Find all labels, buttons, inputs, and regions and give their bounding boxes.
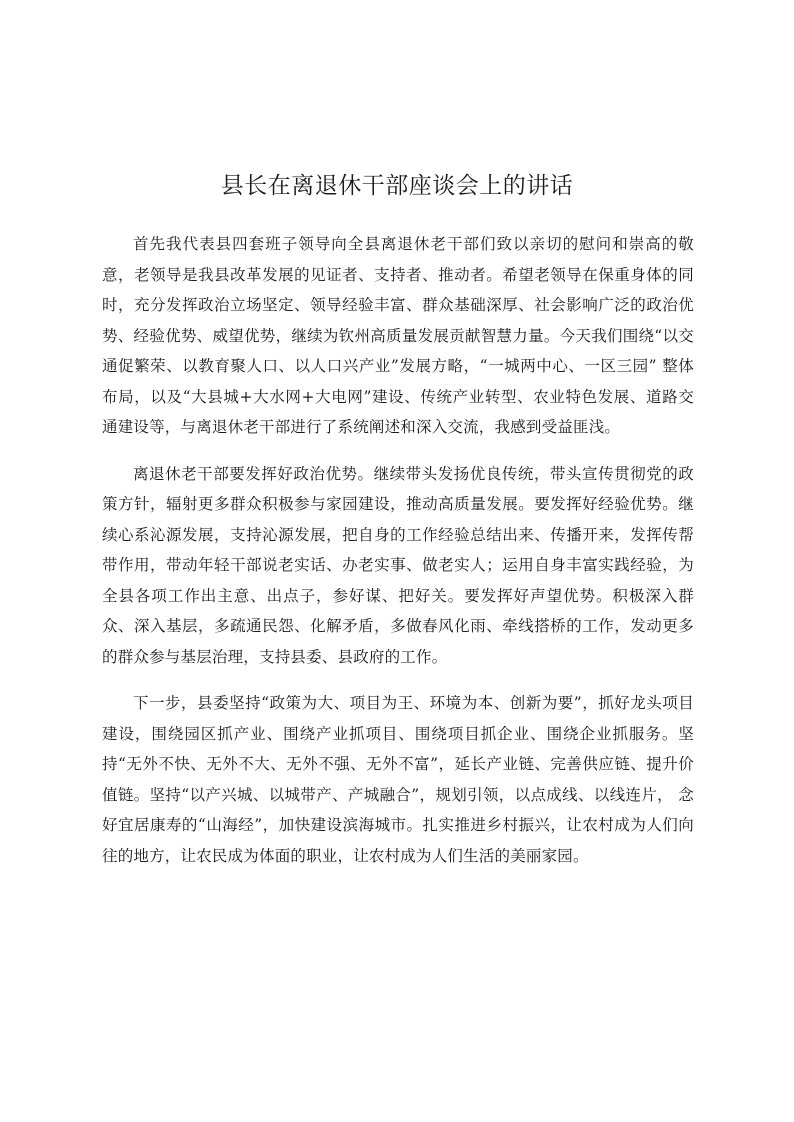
paragraph-2: 离退休老干部要发挥好政治优势。继续带头发扬优良传统，带头宣传贯彻党的政策方针，辐射更多群众积极参与家园建设，推动高质量发展。要发挥好经验优势。继续心系沁源发展，支持沁源发展，把自身的工作经验总结出来、传播开来，发挥传帮带作用，带动年轻干部说老实话、办老实事、做老实人；运用自身丰富实践经验，为全县各项工作出主意、出点子，参好谋、把好关。要发挥好声望优势。积极深入群众、深入基层，多疏通民怨、化解矛盾，多做春风化雨、牵线搭桥的工作，发动更多的群众参与基层治理，支持县委、县政府的工作。 (102, 464, 694, 666)
paragraph-3: 下一步，县委坚持“政策为大、项目为王、环境为本、创新为要”，抓好龙头项目建设，围绕园区抓产业、围绕产业抓项目、围绕项目抓企业、围绕企业抓服务。坚持“无外不快、无外不大、无外不强、无外不富”，延长产业链、完善供应链、提升价值链。坚持“以产兴城、以城带产、产城融合”，规划引领，以点成线、以线连片， 念好宜居康寿的“山海经”，加快建设滨海城市。扎实推进乡村振兴，让农村成为人们向往的地方，让农民成为体面的职业，让农村成为人们生活的美丽家园。 (102, 694, 694, 865)
document-title: 县长在离退休干部座谈会上的讲话 (220, 173, 574, 199)
document-body (102, 229, 694, 887)
paragraph-1: 首先我代表县四套班子领导向全县离退休老干部们致以亲切的慰问和崇高的敬意，老领导是我县改革发展的见证者、支持者、推动者。希望老领导在保重身体的同时，充分发挥政治立场坚定、领导经验丰富、群众基础深厚、社会影响广泛的政治优势、经验优势、威望优势，继续为钦州高质量发展贡献智慧力量。今天我们围绕“以交通促繁荣、以教育聚人口、以人口兴产业”发展方略，“一城两中心、一区三园” 整体布局，以及“大县城+大水网+大电网”建设、传统产业转型、农业特色发展、道路交通建设等，与离退休老干部进行了系统阐述和深入交流，我感到受益匪浅。 (102, 235, 694, 436)
